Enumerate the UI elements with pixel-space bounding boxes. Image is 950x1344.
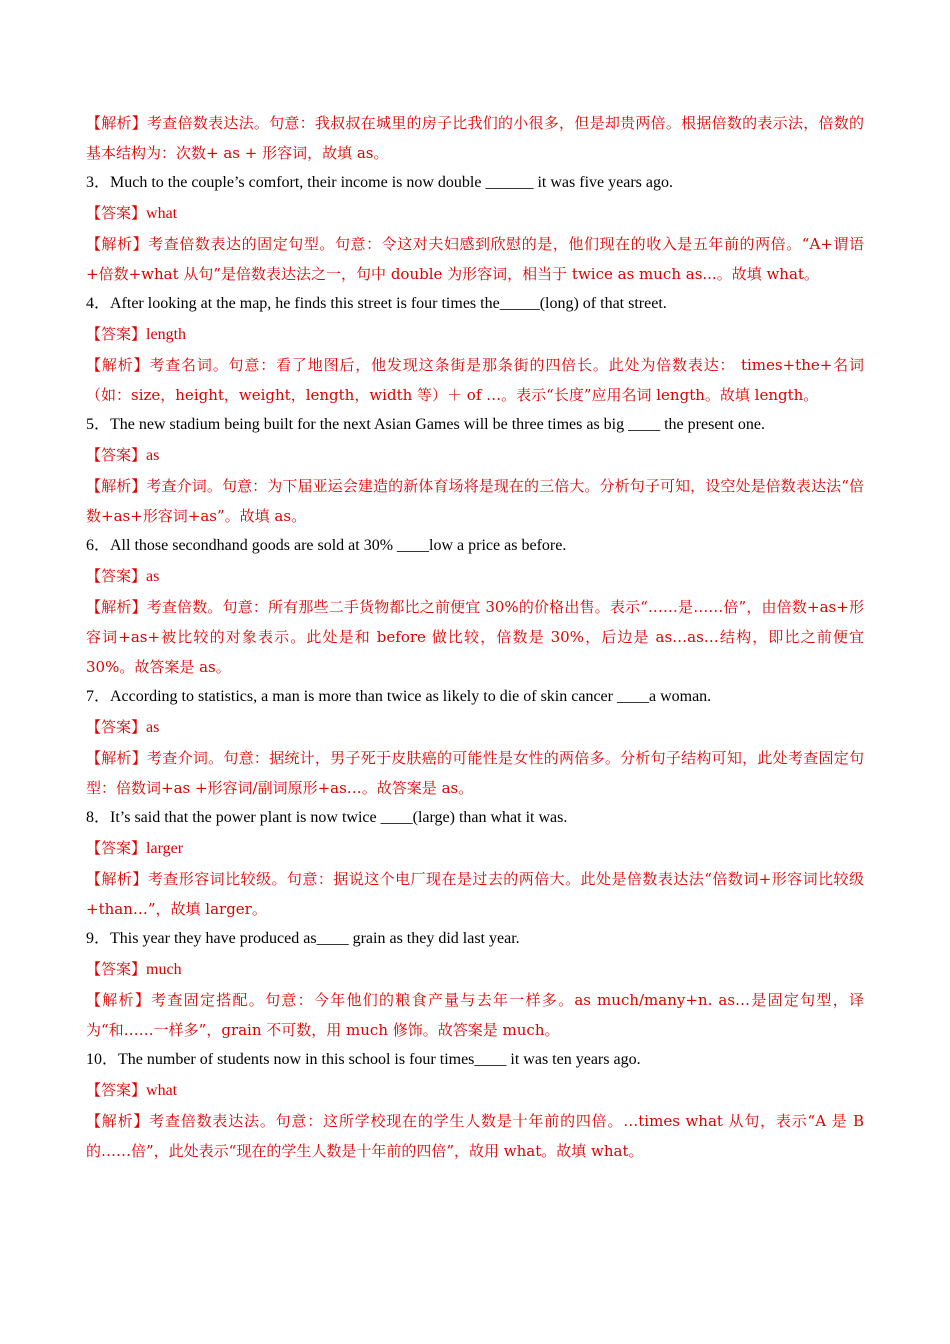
answer-value: as	[146, 568, 160, 585]
question-text: 3．Much to the couple’s comfort, their income is now double ______ it was five years ago.	[86, 174, 673, 191]
question-text: 8．It’s said that the power plant is now twice ____(large) than what it was.	[86, 809, 568, 826]
answer-label: 【答案】	[86, 718, 147, 736]
answer-value: what	[146, 205, 178, 222]
question-block-10	[86, 1045, 864, 1166]
answer-label: 【答案】	[86, 446, 147, 464]
answer-line	[86, 319, 864, 350]
analysis-text: 考查名词。句意：看了地图后，他发现这条街是那条街的四倍长。此处为倍数表达： times+the+名词（如：size，height，weight，length，width 等）＋ of …。表示“长度”应用名词 length。故填 length。	[86, 356, 864, 404]
document-page	[86, 108, 864, 1166]
question-block-3	[86, 168, 864, 289]
answer-line	[86, 440, 864, 471]
analysis-line	[86, 471, 864, 531]
analysis-text: 考查固定搭配。句意：今年他们的粮食产量与去年一样多。as much/many+n. as…是固定句型，译为“和……一样多”，grain 不可数，用 much 修饰。故答案是 much。	[86, 991, 864, 1039]
answer-line	[86, 833, 864, 864]
analysis-label: 【解析】	[86, 477, 147, 495]
analysis-line	[86, 864, 864, 924]
question-block-5	[86, 410, 864, 531]
answer-label: 【答案】	[86, 325, 147, 343]
answer-value: as	[146, 447, 160, 464]
answer-label: 【答案】	[86, 839, 147, 857]
analysis-line	[86, 743, 864, 803]
analysis-line	[86, 350, 864, 410]
analysis-text: 考查介词。句意：为下届亚运会建造的新体育场将是现在的三倍大。分析句子可知，设空处是倍数表达法“倍数+as+形容词+as”。故填 as。	[86, 477, 864, 525]
question-block-6	[86, 531, 864, 682]
answer-label: 【答案】	[86, 1081, 147, 1099]
question-text: 7．According to statistics, a man is more than twice as likely to die of skin cancer ____a woman.	[86, 688, 712, 705]
analysis-line	[86, 592, 864, 682]
analysis-label: 【解析】	[86, 356, 150, 374]
analysis-line	[86, 229, 864, 289]
question-block-9	[86, 924, 864, 1045]
analysis-text: 考查倍数表达法。句意：我叔叔在城里的房子比我们的小很多，但是却贵两倍。根据倍数的表示法，倍数的基本结构为：次数+ as + 形容词，故填 as。	[86, 114, 864, 162]
analysis-text: 考查形容词比较级。句意：据说这个电厂现在是过去的两倍大。此处是倍数表达法“倍数词+形容词比较级+than…”，故填 larger。	[86, 870, 864, 918]
analysis-label: 【解析】	[86, 749, 148, 767]
analysis-label: 【解析】	[86, 598, 147, 616]
question-block-8	[86, 803, 864, 924]
analysis-label: 【解析】	[86, 114, 148, 132]
question-text: 6．All those secondhand goods are sold at 30% ____low a price as before.	[86, 537, 567, 554]
answer-value: much	[146, 961, 182, 978]
answer-line	[86, 1075, 864, 1106]
answer-value: larger	[146, 840, 184, 857]
analysis-text: 考查介词。句意：据统计，男子死于皮肤癌的可能性是女性的两倍多。分析句子结构可知，此处考查固定句型：倍数词+as +形容词/副词原形+as…。故答案是 as。	[86, 749, 864, 797]
analysis-label: 【解析】	[86, 1112, 150, 1130]
analysis-label: 【解析】	[86, 870, 148, 888]
analysis-text: 考查倍数表达的固定句型。句意：令这对夫妇感到欣慰的是，他们现在的收入是五年前的两倍。“A+谓语+倍数+what 从句”是倍数表达法之一，句中 double 为形容词，相当于 twice as much as...。故填 what。	[86, 235, 864, 283]
answer-label: 【答案】	[86, 960, 147, 978]
question-block-4	[86, 289, 864, 410]
analysis-line	[86, 985, 864, 1045]
analysis-line	[86, 1106, 864, 1166]
answer-value: length	[146, 326, 187, 343]
answer-line	[86, 712, 864, 743]
answer-line	[86, 561, 864, 592]
answer-value: what	[146, 1082, 178, 1099]
answer-line	[86, 954, 864, 985]
analysis-block-2	[86, 108, 864, 168]
analysis-label: 【解析】	[86, 991, 152, 1009]
question-text: 9．This year they have produced as____ grain as they did last year.	[86, 930, 520, 947]
analysis-text: 考查倍数表达法。句意：这所学校现在的学生人数是十年前的四倍。…times what 从句，表示“A 是 B 的……倍”，此处表示“现在的学生人数是十年前的四倍”，故用 what。故填 what。	[86, 1112, 864, 1160]
question-text: 5．The new stadium being built for the next Asian Games will be three times as big ____ the present one.	[86, 416, 765, 433]
answer-line	[86, 198, 864, 229]
answer-value: as	[146, 719, 160, 736]
analysis-label: 【解析】	[86, 235, 149, 253]
analysis-text: 考查倍数。句意：所有那些二手货物都比之前便宜 30%的价格出售。表示“……是……倍”，由倍数+as+形容词+as+被比较的对象表示。此处是和 before 做比较，倍数是 30%，后边是 as…as…结构，即比之前便宜 30%。故答案是 as。	[86, 598, 864, 676]
answer-label: 【答案】	[86, 567, 147, 585]
question-text: 10．The number of students now in this school is four times____ it was ten years ago.	[86, 1051, 641, 1068]
question-block-7	[86, 682, 864, 803]
question-text: 4．After looking at the map, he finds this street is four times the_____(long) of that street.	[86, 295, 667, 312]
answer-label: 【答案】	[86, 204, 147, 222]
